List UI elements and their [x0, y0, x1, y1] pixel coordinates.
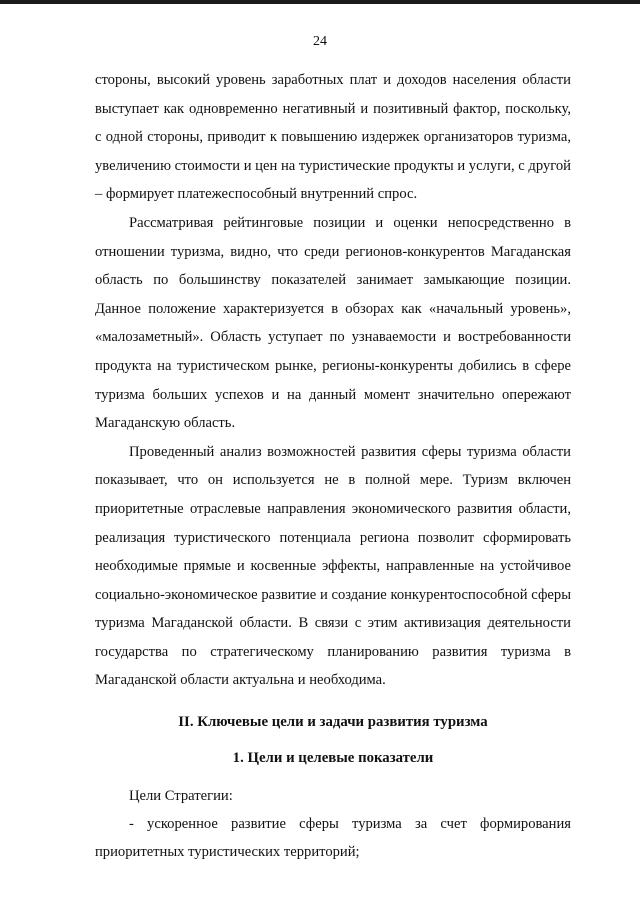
- paragraph-continuation: стороны, высокий уровень заработных плат и доходов населения области выступает как одновременно негативный и позитивный фактор, поскольку, с одной стороны, приводит к повышению издержек организаторов туризма, увеличению стоимости и цен на туристические продукты и услуги, с другой – формирует платежеспособный внутренний спрос.: [95, 72, 571, 203]
- goals-block: [95, 782, 571, 866]
- section-heading: II. Ключевые цели и задачи развития туризма: [178, 714, 488, 730]
- paragraph-analysis: Проведенный анализ возможностей развития сферы туризма области показывает, что он используется не в полной мере. Туризм включен приоритетные отраслевые направления экономического развития области, реализация туристического потенциала региона позволит сформировать необходимые прямые и косвенные эффекты, направленные на устойчивое социально-экономическое развитие и создание конкурентоспособной сферы туризма Магаданской области. В связи с этим активизация деятельности государства по стратегическому планированию развития туризма в Магаданской области актуальна и необходима.: [95, 443, 571, 689]
- goal-item: - ускоренное развитие сферы туризма за счет формирования приоритетных туристических территорий;: [95, 816, 571, 860]
- page-number: 24: [313, 34, 327, 49]
- document-body: [95, 66, 571, 695]
- goals-intro: Цели Стратегии:: [129, 788, 233, 804]
- subsection-heading: 1. Цели и целевые показатели: [232, 750, 434, 766]
- page-top-border: [0, 0, 640, 4]
- paragraph-rating-positions: Рассматривая рейтинговые позиции и оценки непосредственно в отношении туризма, видно, что среди регионов-конкурентов Магаданская область по большинству показателей занимает замыкающие позиции. Данное положение характеризуется в обзорах как «начальный уровень», «малозаметный». Область уступает по узнаваемости и востребованности продукта на туристическом рынке, регионы-конкуренты добились в сфере туризма больших успехов и на данный момент значительно опережают Магаданскую область.: [95, 214, 571, 432]
